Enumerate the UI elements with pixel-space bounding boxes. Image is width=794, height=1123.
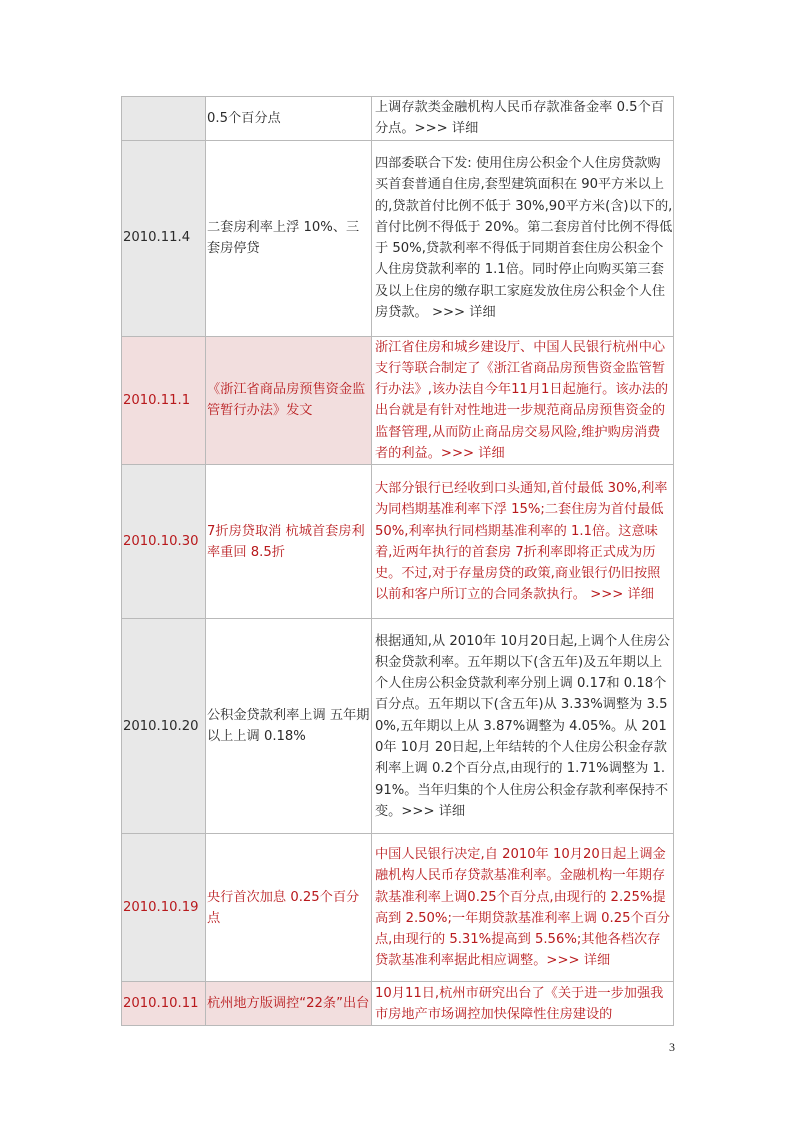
date-cell	[122, 97, 206, 141]
detail-cell[interactable]: 中国人民银行决定,自 2010年 10月20日起上调金融机构人民币存贷款基准利率。金融机构一年期存款基准利率上调0.25个百分点,由现行的 2.25%提高到 2.50%;一年期贷款基准利率上调 0.25个百分点,由现行的 5.31%提高到 5.56%;其他各档次存贷款基准利率据此相应调整。>>> 详细	[372, 834, 674, 982]
table-row	[122, 834, 674, 982]
detail-cell[interactable]: 10月11日,杭州市研究出台了《关于进一步加强我市房地产市场调控加快保障性住房建设的	[372, 982, 674, 1026]
table-row	[122, 982, 674, 1026]
policy-timeline-table	[121, 96, 674, 1026]
title-cell: 公积金贷款利率上调 五年期以上上调 0.18%	[206, 619, 372, 834]
date-cell: 2010.10.19	[122, 834, 206, 982]
date-cell: 2010.11.4	[122, 140, 206, 336]
table-row	[122, 465, 674, 619]
title-cell: 0.5个百分点	[206, 97, 372, 141]
table-row	[122, 619, 674, 834]
table-row	[122, 97, 674, 141]
title-cell: 二套房利率上浮 10%、三套房停贷	[206, 140, 372, 336]
detail-cell[interactable]: 根据通知,从 2010年 10月20日起,上调个人住房公积金贷款利率。五年期以下(含五年)及五年期以上个人住房公积金贷款利率分别上调 0.17和 0.18个百分点。五年期以下(含五年)从 3.33%调整为 3.50%,五年期以上从 3.87%调整为 4.05%。从 2010年 10月 20日起,上年结转的个人住房公积金存款利率上调 0.2个百分点,由现行的 1.71%调整为 1.91%。当年归集的个人住房公积金存款利率保持不变。>>> 详细	[372, 619, 674, 834]
date-cell: 2010.11.1	[122, 336, 206, 465]
title-cell: 杭州地方版调控“22条”出台	[206, 982, 372, 1026]
title-cell: 7折房贷取消 杭城首套房利率重回 8.5折	[206, 465, 372, 619]
title-cell: 央行首次加息 0.25个百分点	[206, 834, 372, 982]
date-cell: 2010.10.30	[122, 465, 206, 619]
page-number: 3	[669, 1040, 675, 1054]
title-cell: 《浙江省商品房预售资金监管暂行办法》发文	[206, 336, 372, 465]
detail-cell[interactable]: 大部分银行已经收到口头通知,首付最低 30%,利率为同档期基准利率下浮 15%;二套住房为首付最低 50%,利率执行同档期基准利率的 1.1倍。这意味着,近两年执行的首套房 7折利率即将正式成为历史。不过,对于存量房贷的政策,商业银行仍旧按照以前和客户所订立的合同条款执行。 >>> 详细	[372, 465, 674, 619]
detail-cell[interactable]: 浙江省住房和城乡建设厅、中国人民银行杭州中心支行等联合制定了《浙江省商品房预售资金监管暂行办法》,该办法自今年11月1日起施行。该办法的出台就是有针对性地进一步规范商品房预售资金的监督管理,从而防止商品房交易风险,维护购房消费者的利益。>>> 详细	[372, 336, 674, 465]
detail-cell[interactable]: 四部委联合下发: 使用住房公积金个人住房贷款购买首套普通自住房,套型建筑面积在 90平方米以上的,贷款首付比例不低于 30%,90平方米(含)以下的,首付比例不得低于 20%。第二套房首付比例不得低于 50%,贷款利率不得低于同期首套住房公积金个人住房贷款利率的 1.1倍。同时停止向购买第三套及以上住房的缴存职工家庭发放住房公积金个人住房贷款。 >>> 详细	[372, 140, 674, 336]
table-row	[122, 336, 674, 465]
detail-cell[interactable]: 上调存款类金融机构人民币存款准备金率 0.5个百分点。>>> 详细	[372, 97, 674, 141]
date-cell: 2010.10.11	[122, 982, 206, 1026]
table-row	[122, 140, 674, 336]
date-cell: 2010.10.20	[122, 619, 206, 834]
